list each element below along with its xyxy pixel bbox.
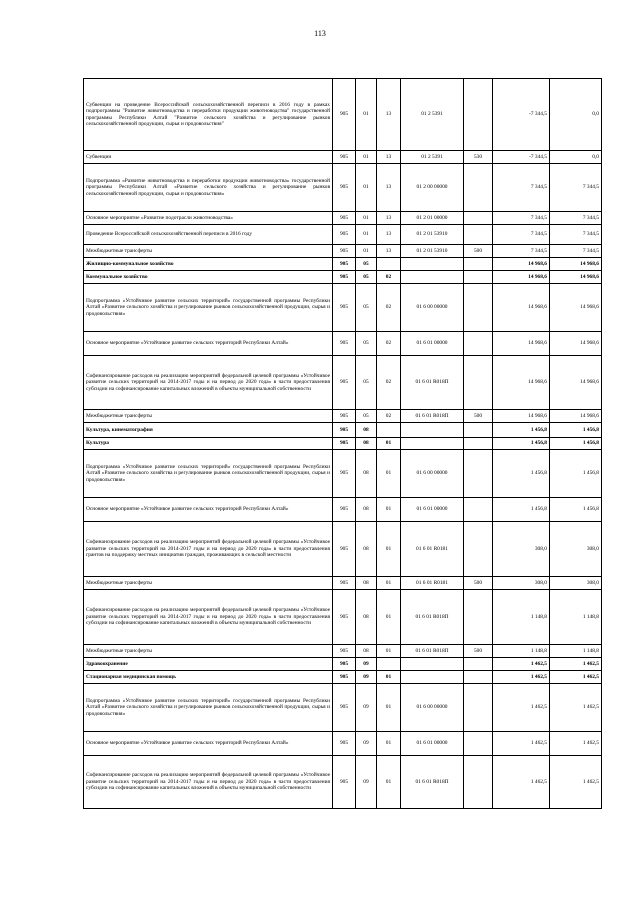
page-number: 113: [314, 29, 326, 38]
target-article-cell: 01 6 01 00000: [401, 332, 464, 356]
expense-type-cell: [464, 450, 493, 498]
amount-1-cell: 1 148,8: [493, 590, 550, 645]
target-article-cell: 01 2 01 00000: [401, 212, 464, 225]
table-row: [84, 79, 602, 151]
grbs-code-cell: 905: [333, 245, 356, 258]
subsection-code-cell: 02: [377, 284, 401, 332]
section-code-cell: 05: [356, 258, 377, 271]
subsection-code-cell: 01: [377, 732, 401, 756]
expense-name-cell: Межбюджетные трансферты: [84, 577, 333, 590]
amount-1-cell: 7 344,5: [493, 164, 550, 212]
section-code-cell: 05: [356, 284, 377, 332]
expense-name-cell: Подпрограмма «Устойчивое развитие сельских территорий» государственной программы Республики Алтай «Развитие сельского хозяйства и регулирование рынков сельскохозяйственной продукции, сырья и продовольствия»: [84, 684, 333, 732]
amount-2-cell: 7 344,5: [550, 164, 602, 212]
section-code-cell: 05: [356, 271, 377, 284]
section-code-cell: 01: [356, 225, 377, 245]
grbs-code-cell: 905: [333, 423, 356, 438]
expense-name-cell: Жилищно-коммунальное хозяйство: [84, 258, 333, 271]
table-row: [84, 410, 602, 423]
expense-type-cell: [464, 756, 493, 809]
grbs-code-cell: 905: [333, 645, 356, 658]
amount-1-cell: 14 968,6: [493, 271, 550, 284]
subsection-code-cell: 01: [377, 438, 401, 450]
expense-name-cell: Субвенции на проведение Всероссийской сельскохозяйственной переписи в 2016 году в рамках подпрограммы "Развитие животноводства и переработки продукции животноводства" государственной программы Республики Алтай "Развитие сельского хозяйства и регулирование рынков сельскохозяйственной продукции, сырья и продовольствия": [84, 79, 333, 151]
section-code-cell: 01: [356, 212, 377, 225]
expense-type-cell: [464, 356, 493, 410]
amount-2-cell: 1 456,8: [550, 450, 602, 498]
table-row: [84, 212, 602, 225]
expense-name-cell: Софинансирование расходов на реализацию мероприятий федеральной целевой программы «Устойчивое развитие сельских территорий на 2014-2017 годы и на период до 2020 года» в части предоставления субсидии на софинансирование капитальных вложений в объекты муниципальной собственности: [84, 356, 333, 410]
grbs-code-cell: 905: [333, 410, 356, 423]
expense-type-cell: [464, 684, 493, 732]
expense-name-cell: Софинансирование расходов на реализацию мероприятий федеральной целевой программы «Устойчивое развитие сельских территорий на 2014-2017 годы и на период до 2020 года» в части предоставления субсидии на софинансирование капитальных вложений в объекты муниципальной собственности: [84, 756, 333, 809]
amount-2-cell: 14 968,6: [550, 284, 602, 332]
amount-2-cell: 7 344,5: [550, 212, 602, 225]
amount-2-cell: 0,0: [550, 79, 602, 151]
table-row: [84, 284, 602, 332]
expense-name-cell: Коммунальное хозяйство: [84, 271, 333, 284]
subsection-code-cell: 02: [377, 332, 401, 356]
target-article-cell: 01 6 01 R018П: [401, 590, 464, 645]
subsection-code-cell: 01: [377, 671, 401, 684]
grbs-code-cell: 905: [333, 671, 356, 684]
grbs-code-cell: 905: [333, 756, 356, 809]
target-article-cell: 01 6 00 00000: [401, 684, 464, 732]
section-code-cell: 05: [356, 332, 377, 356]
section-code-cell: 08: [356, 438, 377, 450]
table-row: [84, 258, 602, 271]
section-code-cell: 05: [356, 356, 377, 410]
expense-type-cell: [464, 522, 493, 577]
amount-2-cell: 308,0: [550, 522, 602, 577]
amount-2-cell: 1 462,5: [550, 658, 602, 671]
expense-type-cell: [464, 164, 493, 212]
subsection-code-cell: 01: [377, 590, 401, 645]
table-row: [84, 498, 602, 522]
table-row: [84, 356, 602, 410]
table-row: [84, 590, 602, 645]
grbs-code-cell: 905: [333, 332, 356, 356]
expense-name-cell: Межбюджетные трансферты: [84, 645, 333, 658]
amount-2-cell: 1 456,8: [550, 438, 602, 450]
subsection-code-cell: 01: [377, 498, 401, 522]
amount-1-cell: 1 148,8: [493, 645, 550, 658]
amount-1-cell: 1 462,5: [493, 732, 550, 756]
amount-2-cell: 14 968,6: [550, 410, 602, 423]
expense-type-cell: [464, 284, 493, 332]
table-row: [84, 225, 602, 245]
section-code-cell: 01: [356, 79, 377, 151]
subsection-code-cell: 01: [377, 450, 401, 498]
section-code-cell: 08: [356, 645, 377, 658]
section-code-cell: 08: [356, 590, 377, 645]
amount-1-cell: 14 968,6: [493, 356, 550, 410]
expense-name-cell: Подпрограмма «Устойчивое развитие сельских территорий» государственной программы Республики Алтай «Развитие сельского хозяйства и регулирование рынков сельскохозяйственной продукции, сырья и продовольствия»: [84, 284, 333, 332]
amount-2-cell: 1 456,8: [550, 423, 602, 438]
expense-type-cell: [464, 590, 493, 645]
expense-type-cell: 530: [464, 151, 493, 164]
table-row: [84, 658, 602, 671]
amount-2-cell: 14 968,6: [550, 356, 602, 410]
expense-name-cell: Софинансирование расходов на реализацию мероприятий федеральной целевой программы «Устойчивое развитие сельских территорий на 2014-2017 годы и на период до 2020 года» в части предоставления субсидии на софинансирование капитальных вложений в объекты муниципальной собственности: [84, 590, 333, 645]
table-row: [84, 645, 602, 658]
expense-name-cell: Культура, кинематография: [84, 423, 333, 438]
table-row: [84, 522, 602, 577]
expense-name-cell: Субвенции: [84, 151, 333, 164]
expense-name-cell: Стационарная медицинская помощь: [84, 671, 333, 684]
subsection-code-cell: [377, 423, 401, 438]
table-row: [84, 164, 602, 212]
expense-name-cell: Основное мероприятие «Устойчивое развитие сельских территорий Республики Алтай»: [84, 498, 333, 522]
grbs-code-cell: 905: [333, 79, 356, 151]
section-code-cell: 09: [356, 732, 377, 756]
target-article-cell: [401, 658, 464, 671]
section-code-cell: 08: [356, 423, 377, 438]
amount-2-cell: 1 456,8: [550, 498, 602, 522]
amount-1-cell: 1 456,8: [493, 423, 550, 438]
target-article-cell: 01 6 01 R018П: [401, 756, 464, 809]
amount-2-cell: 1 148,8: [550, 645, 602, 658]
subsection-code-cell: 13: [377, 164, 401, 212]
amount-1-cell: 1 462,5: [493, 756, 550, 809]
section-code-cell: 08: [356, 577, 377, 590]
subsection-code-cell: [377, 658, 401, 671]
subsection-code-cell: 01: [377, 756, 401, 809]
subsection-code-cell: 02: [377, 271, 401, 284]
grbs-code-cell: 905: [333, 438, 356, 450]
target-article-cell: 01 6 01 R0181: [401, 522, 464, 577]
amount-1-cell: 1 456,8: [493, 498, 550, 522]
expense-type-cell: [464, 658, 493, 671]
section-code-cell: 09: [356, 658, 377, 671]
amount-1-cell: 14 968,6: [493, 258, 550, 271]
table-row: [84, 450, 602, 498]
amount-2-cell: 1 462,5: [550, 671, 602, 684]
amount-1-cell: 7 344,5: [493, 212, 550, 225]
amount-1-cell: 308,0: [493, 522, 550, 577]
grbs-code-cell: 905: [333, 284, 356, 332]
expense-type-cell: [464, 732, 493, 756]
target-article-cell: 01 6 01 00000: [401, 732, 464, 756]
grbs-code-cell: 905: [333, 212, 356, 225]
expense-type-cell: [464, 423, 493, 438]
target-article-cell: 01 2 01 53910: [401, 225, 464, 245]
table-row: [84, 577, 602, 590]
grbs-code-cell: 905: [333, 590, 356, 645]
amount-1-cell: 1 462,5: [493, 684, 550, 732]
amount-1-cell: 7 344,5: [493, 245, 550, 258]
section-code-cell: 09: [356, 756, 377, 809]
section-code-cell: 01: [356, 151, 377, 164]
amount-1-cell: 308,0: [493, 577, 550, 590]
expense-type-cell: [464, 438, 493, 450]
expense-type-cell: 500: [464, 577, 493, 590]
budget-table: [83, 78, 602, 809]
expense-type-cell: 500: [464, 410, 493, 423]
expense-name-cell: Культура: [84, 438, 333, 450]
expense-type-cell: [464, 498, 493, 522]
amount-2-cell: 1 462,5: [550, 684, 602, 732]
table-row: [84, 271, 602, 284]
target-article-cell: 01 6 00 00000: [401, 284, 464, 332]
amount-2-cell: 0,0: [550, 151, 602, 164]
expense-name-cell: Проведение Всероссийской сельскохозяйственной переписи в 2016 году: [84, 225, 333, 245]
target-article-cell: 01 6 01 R018П: [401, 645, 464, 658]
amount-1-cell: 14 968,6: [493, 410, 550, 423]
expense-type-cell: [464, 671, 493, 684]
expense-name-cell: Софинансирование расходов на реализацию мероприятий федеральной целевой программы «Устойчивое развитие сельских территорий на 2014-2017 годы и на период до 2020 года» в части предоставления грантов на поддержку местных инициатив граждан, проживающих в сельской местности: [84, 522, 333, 577]
subsection-code-cell: 02: [377, 356, 401, 410]
table-row: [84, 332, 602, 356]
subsection-code-cell: 13: [377, 151, 401, 164]
target-article-cell: 01 2 01 53910: [401, 245, 464, 258]
grbs-code-cell: 905: [333, 225, 356, 245]
subsection-code-cell: 01: [377, 577, 401, 590]
amount-1-cell: 1 456,8: [493, 450, 550, 498]
grbs-code-cell: 905: [333, 450, 356, 498]
amount-1-cell: 1 456,8: [493, 438, 550, 450]
expense-type-cell: 500: [464, 245, 493, 258]
grbs-code-cell: 905: [333, 658, 356, 671]
target-article-cell: 01 6 01 R0181: [401, 577, 464, 590]
grbs-code-cell: 905: [333, 684, 356, 732]
expense-type-cell: [464, 258, 493, 271]
section-code-cell: 05: [356, 410, 377, 423]
table-body: [84, 79, 602, 809]
amount-2-cell: 14 968,6: [550, 332, 602, 356]
subsection-code-cell: [377, 258, 401, 271]
grbs-code-cell: 905: [333, 151, 356, 164]
expense-name-cell: Основное мероприятие «Устойчивое развитие сельских территорий Республики Алтай»: [84, 332, 333, 356]
grbs-code-cell: 905: [333, 732, 356, 756]
section-code-cell: 08: [356, 450, 377, 498]
amount-1-cell: 14 968,6: [493, 332, 550, 356]
amount-1-cell: 7 344,5: [493, 225, 550, 245]
expense-type-cell: 500: [464, 645, 493, 658]
amount-2-cell: 1 462,5: [550, 732, 602, 756]
table-row: [84, 732, 602, 756]
target-article-cell: 01 6 00 00000: [401, 450, 464, 498]
section-code-cell: 01: [356, 164, 377, 212]
amount-1-cell: 1 462,5: [493, 658, 550, 671]
table-row: [84, 151, 602, 164]
section-code-cell: 09: [356, 671, 377, 684]
table-row: [84, 684, 602, 732]
target-article-cell: [401, 671, 464, 684]
amount-2-cell: 1 148,8: [550, 590, 602, 645]
amount-2-cell: 7 344,5: [550, 225, 602, 245]
target-article-cell: 01 2 00 00000: [401, 164, 464, 212]
target-article-cell: [401, 423, 464, 438]
section-code-cell: 08: [356, 522, 377, 577]
section-code-cell: 01: [356, 245, 377, 258]
amount-1-cell: -7 344,5: [493, 79, 550, 151]
expense-name-cell: Межбюджетные трансферты: [84, 245, 333, 258]
subsection-code-cell: 01: [377, 645, 401, 658]
grbs-code-cell: 905: [333, 522, 356, 577]
target-article-cell: 01 2 5391: [401, 151, 464, 164]
grbs-code-cell: 905: [333, 356, 356, 410]
table-row: [84, 423, 602, 438]
expense-type-cell: [464, 212, 493, 225]
grbs-code-cell: 905: [333, 577, 356, 590]
amount-2-cell: 14 968,6: [550, 258, 602, 271]
section-code-cell: 09: [356, 684, 377, 732]
expense-name-cell: Основное мероприятие «Устойчивое развитие сельских территорий Республики Алтай»: [84, 732, 333, 756]
grbs-code-cell: 905: [333, 258, 356, 271]
section-code-cell: 08: [356, 498, 377, 522]
subsection-code-cell: 01: [377, 522, 401, 577]
grbs-code-cell: 905: [333, 271, 356, 284]
subsection-code-cell: 13: [377, 79, 401, 151]
amount-2-cell: 7 344,5: [550, 245, 602, 258]
amount-2-cell: 14 968,6: [550, 271, 602, 284]
grbs-code-cell: 905: [333, 164, 356, 212]
target-article-cell: [401, 438, 464, 450]
target-article-cell: 01 6 01 R018П: [401, 356, 464, 410]
expense-type-cell: [464, 79, 493, 151]
target-article-cell: [401, 258, 464, 271]
expense-type-cell: [464, 332, 493, 356]
amount-1-cell: -7 344,5: [493, 151, 550, 164]
amount-1-cell: 14 968,6: [493, 284, 550, 332]
target-article-cell: 01 6 01 R018П: [401, 410, 464, 423]
expense-name-cell: Подпрограмма «Развитие животноводства и переработки продукции животноводства» государственной программы Республики Алтай «Развитие сельского хозяйства и регулирование рынков сельскохозяйственной продукции, сырья и продовольствия»: [84, 164, 333, 212]
table-row: [84, 438, 602, 450]
subsection-code-cell: 13: [377, 225, 401, 245]
subsection-code-cell: 13: [377, 245, 401, 258]
subsection-code-cell: 01: [377, 684, 401, 732]
table-row: [84, 245, 602, 258]
subsection-code-cell: 02: [377, 410, 401, 423]
table-row: [84, 756, 602, 809]
target-article-cell: 01 2 5391: [401, 79, 464, 151]
expense-name-cell: Подпрограмма «Устойчивое развитие сельских территорий» государственной программы Республики Алтай «Развитие сельского хозяйства и регулирование рынков сельскохозяйственной продукции, сырья и продовольствия»: [84, 450, 333, 498]
amount-2-cell: 308,0: [550, 577, 602, 590]
target-article-cell: [401, 271, 464, 284]
target-article-cell: 01 6 01 00000: [401, 498, 464, 522]
amount-2-cell: 1 462,5: [550, 756, 602, 809]
amount-1-cell: 1 462,5: [493, 671, 550, 684]
expense-type-cell: [464, 271, 493, 284]
expense-type-cell: [464, 225, 493, 245]
grbs-code-cell: 905: [333, 498, 356, 522]
table-row: [84, 671, 602, 684]
subsection-code-cell: 13: [377, 212, 401, 225]
expense-name-cell: Здравоохранение: [84, 658, 333, 671]
expense-name-cell: Основное мероприятие «Развитие подотрасли животноводства»: [84, 212, 333, 225]
expense-name-cell: Межбюджетные трансферты: [84, 410, 333, 423]
